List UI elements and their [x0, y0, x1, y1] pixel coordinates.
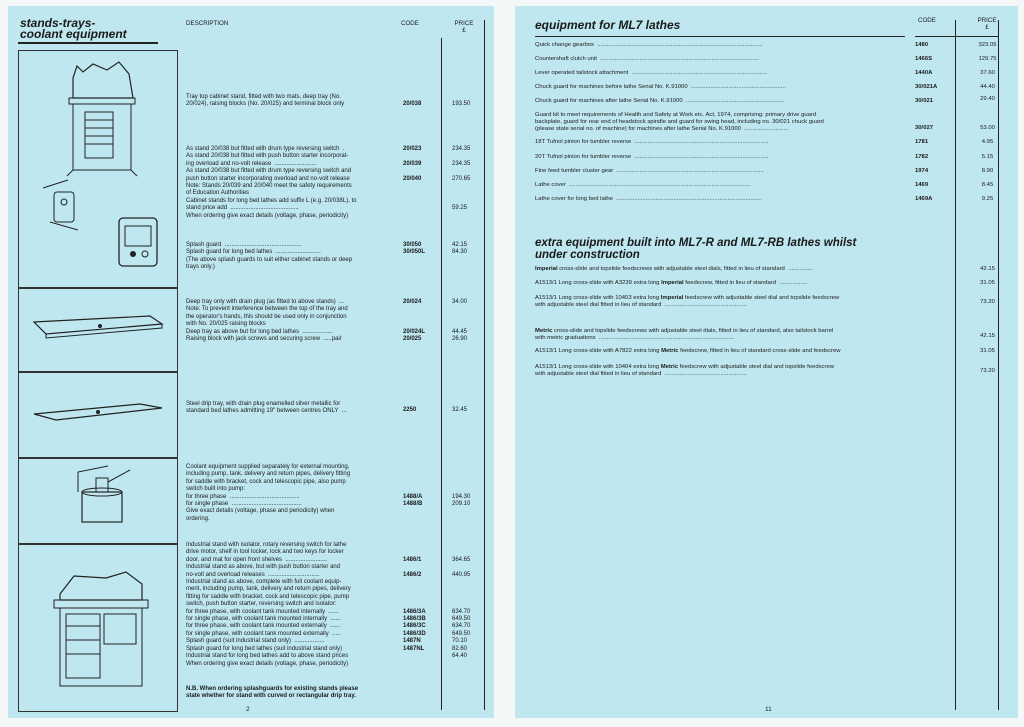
- extra-desc: feedscrew, fitted in lieu of standard .................: [683, 280, 808, 286]
- item-quick-change-gearbox: Quick change gearbox .....................................................................................................: [535, 42, 763, 48]
- price-column-rule: [484, 20, 485, 710]
- price-column-rule: [998, 20, 999, 710]
- page-2-title: [20, 18, 127, 40]
- industrial-stand-illustration: [46, 566, 156, 696]
- extra-long-cross-slide-imperial-dial: [535, 295, 913, 309]
- extra-desc: feedscrew, fitted in lieu of standard cross-slide and feedscrew: [678, 348, 841, 354]
- extra-bold: Imperial: [660, 295, 684, 301]
- extra-price: 42.15: [980, 266, 995, 272]
- extra-bold: Metric: [535, 328, 553, 334]
- extra-desc: feedscrew with adjustable steel dial and topslide feedscrew with adjustable steel dial fitted in lieu of standard ..................................................: [535, 295, 840, 308]
- block-3-codes: 30/050 30/050L: [403, 242, 426, 256]
- switch-bracket-illustration: [38, 178, 88, 238]
- code-header: CODE: [918, 17, 936, 24]
- extra-title-line-2: under construction: [535, 249, 640, 261]
- code-column-rule: [955, 20, 956, 710]
- extra-long-cross-slide-imperial: [535, 280, 913, 287]
- title-line-1: stands-trays-: [20, 16, 96, 30]
- page-11-title: equipment for ML7 lathes: [535, 18, 681, 32]
- item-18t-pinion: 18T Tufnol pinion for tumbler reverse ..................................................................................: [535, 139, 769, 145]
- item-price: 8.90: [981, 168, 994, 174]
- extra-metric-feedscrews: [535, 328, 913, 342]
- extra-pre: A1513/1 Long cross-slide with A7822 extra long: [535, 348, 662, 354]
- item-price: 129.75: [978, 56, 997, 62]
- item-countershaft-clutch: Countershaft clutch unit .................................................................................................: [535, 56, 759, 62]
- item-code: 30/027: [915, 125, 934, 131]
- item-price: 8.45: [981, 182, 994, 188]
- block-5-code: 2250: [403, 407, 417, 413]
- extra-price: 31.05: [980, 348, 995, 354]
- extra-price: 73.20: [980, 368, 995, 374]
- description-header: DESCRIPTION: [186, 20, 229, 27]
- extra-long-cross-slide-metric-dial: [535, 364, 913, 378]
- price-header-label: PRICE: [454, 20, 474, 27]
- item-price: 5.15: [981, 154, 994, 160]
- currency-symbol: £: [985, 24, 989, 31]
- item-price: 53.00: [980, 125, 995, 131]
- item-code: 1781: [915, 139, 929, 145]
- catalogue-page-2: [8, 6, 494, 718]
- extra-bold: Metric: [661, 348, 679, 354]
- block-4-codes: 20/024 20/024L 20/025: [403, 299, 426, 343]
- extra-equipment-title: [535, 237, 856, 261]
- extra-bold: Metric: [660, 364, 679, 370]
- item-price: 29.40: [980, 96, 995, 102]
- title-underline: [18, 42, 158, 44]
- item-price: 323.05: [978, 42, 997, 48]
- block-7-description: Industrial stand with isolator, rotary reversing switch for lathe drive motor, shelf in tool locker, lock and two keys for locker door, and mat for open front shelves ......................... Industrial stand as above, but with push button starter and no-volt and overload releases ............................... Industrial stand as above, complete with full coolant equip- ment, including pump, tank, delivery and return pipes, delivery fitting for saddle with bracket, cock and telescopic pipe, pump switch, push button starter, reversing switch and isolator: for three phase, with coolant tank mounted internally ...... for single phase, with coolant tank mounted internally ...... for three phase, with coolant tank mounted externally ...... for single phase, with coolant tank mounted externally ..... Splash guard (suit industrial stand only) .................. Splash guard for long bed lathes (suit industrial stand only) Industrial stand for long bed lathes add to above stand prices When ordering give exact details (voltage, phase, periodicity): [186, 542, 351, 667]
- push-button-starter-illustration: [113, 212, 163, 272]
- item-price: 44.40: [980, 84, 995, 90]
- price-header: [975, 17, 999, 31]
- item-fine-feed-gear: Fine feed tumbler cluster gear ..........................................................................................: [535, 168, 764, 174]
- block-6-codes: 1488/A 1488/B: [403, 493, 423, 508]
- catalogue-page-11: [515, 6, 1018, 718]
- item-price: 4.95: [981, 139, 994, 145]
- extra-pre: A1513/1 Long cross-slide with A3239 extra long: [535, 280, 662, 286]
- item-code: 1469A: [915, 196, 933, 202]
- block-4-prices: 34.00 44.45 26.90: [452, 299, 468, 343]
- block-2-prices: 234.35 234.35 270.65 59.25: [452, 146, 471, 212]
- block-3-prices: 42.15 84.30: [452, 242, 468, 256]
- block-6-prices: 194.30 209.10: [452, 493, 471, 508]
- block-1-description: Tray top cabinet stand, fitted with two mats, deep tray (No. 20/024), raising blocks (No. 20/025) and terminal block only: [186, 94, 345, 108]
- code-header: CODE: [401, 20, 419, 27]
- header-rule: [915, 36, 999, 37]
- block-1-price: 193.50: [452, 101, 471, 107]
- extra-price: 31.05: [980, 280, 995, 286]
- item-code: 30/021A: [915, 84, 938, 90]
- drip-tray-illustration: [30, 398, 166, 428]
- item-code: 1469: [915, 182, 929, 188]
- extra-desc: cross-slide and topslide feedscrews with adjustable steel dials, fitted in lieu of standard ...............: [557, 266, 813, 272]
- item-lever-tailstock: Lever operated tailstock attachment ...................................................................................: [535, 70, 768, 76]
- item-guard-kit: Guard kit to meet requirements of Health and Safety at Work etc. Act, 1974, comprising: primary drive guard backplate, guard for rear end of headstock spindle and guard for swing head, including no. 30/021 chuck guard (please state serial no. of machine) for machines after lathe Serial No. K.91000 ...........................: [535, 112, 824, 132]
- item-code: 30/021: [915, 98, 934, 104]
- title-rule: [535, 36, 905, 37]
- extra-price: 42.15: [980, 333, 995, 339]
- title-line-2: coolant equipment: [20, 27, 127, 41]
- extra-long-cross-slide-metric: [535, 348, 913, 355]
- deep-tray-illustration: [30, 312, 166, 342]
- page-number: 2: [246, 706, 250, 713]
- item-price: 9.25: [981, 196, 994, 202]
- page-number: 11: [765, 706, 772, 713]
- block-5-description: Steel drip tray, with drain plug enamelled silver metallic for standard bed lathes admitting 19" between centres ONLY ...: [186, 401, 347, 415]
- block-3-description: Splash guard .............................................. Splash guard for long bed lathes ........................... (The above splash guards to suit either cabinet stands or deep trays only.): [186, 242, 353, 271]
- code-column-rule: [441, 38, 442, 710]
- coolant-pump-illustration: [68, 462, 138, 538]
- block-7-prices: 364.65 440.95 634.70 649.50 634.70 649.50 70.10 82.60 64.40: [452, 556, 471, 660]
- block-5-price: 32.45: [452, 407, 468, 413]
- extra-desc: cross-slide and topslide feedscrews with adjustable steel dials, fitted in lieu of standard, also tailstock barrel with metric graduations ...................................................................................: [535, 328, 834, 341]
- item-code: 1480: [915, 42, 929, 48]
- item-lathe-cover-long: Lathe cover for long bed lathe .........................................................................................: [535, 196, 762, 202]
- item-20t-pinion: 20T Tufnol pinion for tumbler reverse ..................................................................................: [535, 154, 769, 160]
- price-header-label: PRICE: [977, 17, 997, 24]
- extra-bold: Imperial: [535, 266, 558, 272]
- item-code: 1440A: [915, 70, 933, 76]
- price-header: [453, 20, 475, 34]
- block-1-code: 20/038: [403, 101, 422, 107]
- block-7-codes: 1486/1 1486/2 1486/3A 1486/3B 1486/3C 1486/3D 1487N 1487NL: [403, 556, 426, 652]
- extra-pre: A1513/1 Long cross-slide with 10404 extra long: [535, 364, 661, 370]
- item-lathe-cover: Lathe cover ...............................................................................................................: [535, 182, 751, 188]
- item-chuck-guard-after: Chuck guard for machines after lathe Serial No. K.91000 ............................................................: [535, 98, 785, 104]
- item-code: 1466S: [915, 56, 933, 62]
- block-2-description: As stand 20/038 but fitted with drum type reversing switch . As stand 20/038 but fitted with push button starter incorporat- ing overload and no-volt release ......................... As stand 20/038 but fitted with drum type reversing switch and push button starter incorporating overload and no-volt release Note: Stands 20/039 and 20/040 meet the safety requirements of Education Authorities Cabinet stands for long bed lathes add suffix L (e.g. 20/038L), to stand price add ......................................... When ordering give exact details (voltage, phase, periodicity): [186, 146, 357, 219]
- extra-desc: feedscrew with adjustable steel dial and topslide feedscrew with adjustable steel dial fitted in lieu of standard ..................................................: [535, 364, 834, 377]
- block-2-codes: 20/023 20/039 20/040: [403, 146, 422, 182]
- block-4-description: Deep tray only with drain plug (as fitted to above stands) ... Note: To prevent interference between the top of the tray and the operator's hands, this should be used only in conjunction with No. 20/025 raising blocks Deep tray as above but for long bed lathes .................. Raising block with jack screws and securing screw .....pair: [186, 299, 348, 343]
- block-6-description: Coolant equipment supplied separately for external mounting, including pump, tank, delivery and return pipes, delivery fitting for saddle with bracket, cock and telescopic pipe, also pump switch built into pump: for three phase .......................................... for single phase .......................................... Give exact details (voltage, phase and periodicity) when ordering.: [186, 464, 351, 522]
- item-code: 1974: [915, 168, 929, 174]
- cabinet-stand-illustration: [63, 58, 143, 178]
- item-price: 37.60: [980, 70, 995, 76]
- item-code: 1782: [915, 154, 929, 160]
- item-chuck-guard-before: Chuck guard for machines before lathe Serial No. K.91000 ..........................................................: [535, 84, 786, 90]
- extra-pre: A1513/1 Long cross-slide with 10403 extra long: [535, 295, 661, 301]
- extra-price: 73.20: [980, 299, 995, 305]
- currency-symbol: £: [462, 27, 466, 34]
- extra-bold: Imperial: [661, 280, 684, 286]
- footnote: N.B. When ordering splashguards for existing stands please state whether for stand with curved or rectangular drip tray.: [186, 686, 359, 700]
- extra-title-line-1: extra equipment built into ML7-R and ML7-RB lathes whilst: [535, 237, 857, 249]
- extra-imperial-feedscrews: [535, 266, 913, 273]
